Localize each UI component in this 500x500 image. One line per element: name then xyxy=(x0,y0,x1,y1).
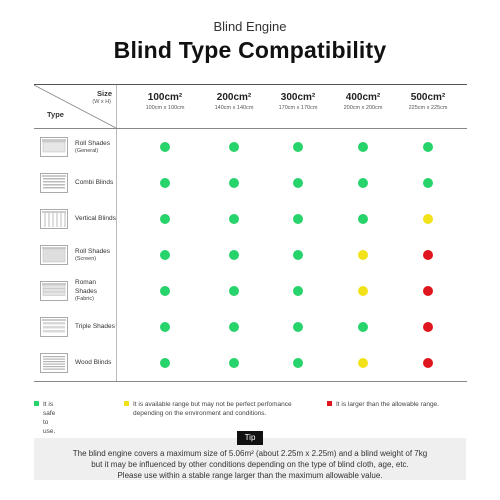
status-dot-yellow xyxy=(358,358,368,368)
status-dot-red xyxy=(423,358,433,368)
column-area: 500cm² xyxy=(410,92,446,103)
row-type-cell xyxy=(34,345,117,381)
column-dims: 100cm x 100cm xyxy=(145,105,185,111)
type-label: Type xyxy=(47,110,64,119)
status-dot-green xyxy=(358,142,368,152)
status-dot-green xyxy=(423,142,433,152)
row-name: Vertical Blinds xyxy=(75,214,116,222)
legend-text: It is larger than the allowable range. xyxy=(336,401,439,408)
status-dot-green xyxy=(229,250,239,260)
size-unit: (W x H) xyxy=(92,99,111,105)
roman-shade-icon xyxy=(40,281,68,301)
table-row xyxy=(34,201,467,237)
status-dot-green xyxy=(293,214,303,224)
column-area: 100cm² xyxy=(147,92,183,103)
status-dot-green xyxy=(358,322,368,332)
page-title: Blind Type Compatibility xyxy=(113,37,387,63)
column-dims: 170cm x 170cm xyxy=(278,105,318,111)
triple-shade-icon xyxy=(40,317,68,337)
table-row xyxy=(34,129,467,165)
column-header xyxy=(199,92,269,111)
row-type-cell xyxy=(34,273,117,309)
column-area: 400cm² xyxy=(345,92,381,103)
column-area: 300cm² xyxy=(280,92,316,103)
status-dot-red xyxy=(423,322,433,332)
table-header xyxy=(34,84,467,129)
status-dot-green xyxy=(229,286,239,296)
tip-tag: Tip xyxy=(237,431,263,445)
status-dot-green xyxy=(358,178,368,188)
column-header xyxy=(263,92,333,111)
row-type-cell xyxy=(34,237,117,273)
row-name: Roll Shades xyxy=(75,247,111,255)
status-dot-green xyxy=(293,250,303,260)
compatibility-table xyxy=(34,84,467,382)
status-dot-green xyxy=(229,358,239,368)
status-dot-green xyxy=(229,178,239,188)
status-dot-green xyxy=(160,178,170,188)
status-dot-green xyxy=(160,358,170,368)
table-row xyxy=(34,237,467,273)
status-dot-green xyxy=(358,214,368,224)
status-dot-red xyxy=(423,286,433,296)
tip-text: but it may be influenced by other conditions depending on the type of blind cloth, age, etc. xyxy=(91,460,409,469)
legend-text: depending on the environment and conditions. xyxy=(133,410,267,417)
size-label: Size xyxy=(96,89,112,98)
status-dot-green xyxy=(293,286,303,296)
combi-blind-icon xyxy=(40,173,68,193)
wood-blind-icon xyxy=(40,353,68,373)
column-header xyxy=(393,92,463,111)
status-dot-red xyxy=(423,250,433,260)
table-row xyxy=(34,273,467,309)
status-dot-green xyxy=(160,142,170,152)
status-dot-yellow xyxy=(423,214,433,224)
column-dims: 140cm x 140cm xyxy=(214,105,254,111)
status-dot-green xyxy=(293,178,303,188)
brand-name: Blind Engine xyxy=(213,19,287,34)
status-dot-green xyxy=(160,322,170,332)
row-name: Roll Shades xyxy=(75,139,111,147)
status-dot-yellow xyxy=(358,286,368,296)
column-dims: 200cm x 200cm xyxy=(343,105,383,111)
table-row xyxy=(34,165,467,201)
status-dot-green xyxy=(160,286,170,296)
row-name: Roman Shades xyxy=(75,279,98,295)
column-header xyxy=(328,92,398,111)
status-dot-green xyxy=(160,250,170,260)
table-row xyxy=(34,345,467,381)
roll-shade-icon xyxy=(40,137,68,157)
legend-text: It is available range but may not be perfect perfomance xyxy=(133,401,292,408)
row-type-cell xyxy=(34,129,117,165)
status-dot-yellow xyxy=(358,250,368,260)
status-dot-green xyxy=(293,322,303,332)
status-dot-green xyxy=(229,142,239,152)
tip-text: Please use within a stable range larger than the maximum allowable value. xyxy=(117,471,383,480)
column-header xyxy=(130,92,200,111)
row-type-cell xyxy=(34,165,117,201)
tip-text: The blind engine covers a maximum size of 5.06m² (about 2.25m x 2.25m) and a blind weight of 7kg xyxy=(72,449,428,458)
vertical-blind-icon xyxy=(40,209,68,229)
green-square-icon xyxy=(34,401,39,406)
row-subname: (Fabric) xyxy=(75,295,94,302)
row-type-cell xyxy=(34,309,117,345)
table-bottom-border xyxy=(34,381,467,382)
legend-text: It is safe to use. xyxy=(43,401,56,435)
row-subname: (Screen) xyxy=(75,255,97,262)
status-dot-green xyxy=(160,214,170,224)
row-subname: (General) xyxy=(75,147,99,154)
row-name: Wood Blinds xyxy=(75,358,112,366)
column-dims: 225cm x 225cm xyxy=(408,105,448,111)
status-dot-green xyxy=(293,358,303,368)
yellow-square-icon xyxy=(124,401,129,406)
row-name: Triple Shades xyxy=(75,322,115,330)
row-type-cell xyxy=(34,201,117,237)
row-name: Combi Blinds xyxy=(75,178,114,186)
column-area: 200cm² xyxy=(216,92,252,103)
status-dot-green xyxy=(229,322,239,332)
red-square-icon xyxy=(327,401,332,406)
header-corner xyxy=(34,85,117,128)
status-dot-green xyxy=(229,214,239,224)
status-dot-green xyxy=(293,142,303,152)
table-row xyxy=(34,309,467,345)
status-dot-green xyxy=(423,178,433,188)
screen-shade-icon xyxy=(40,245,68,265)
